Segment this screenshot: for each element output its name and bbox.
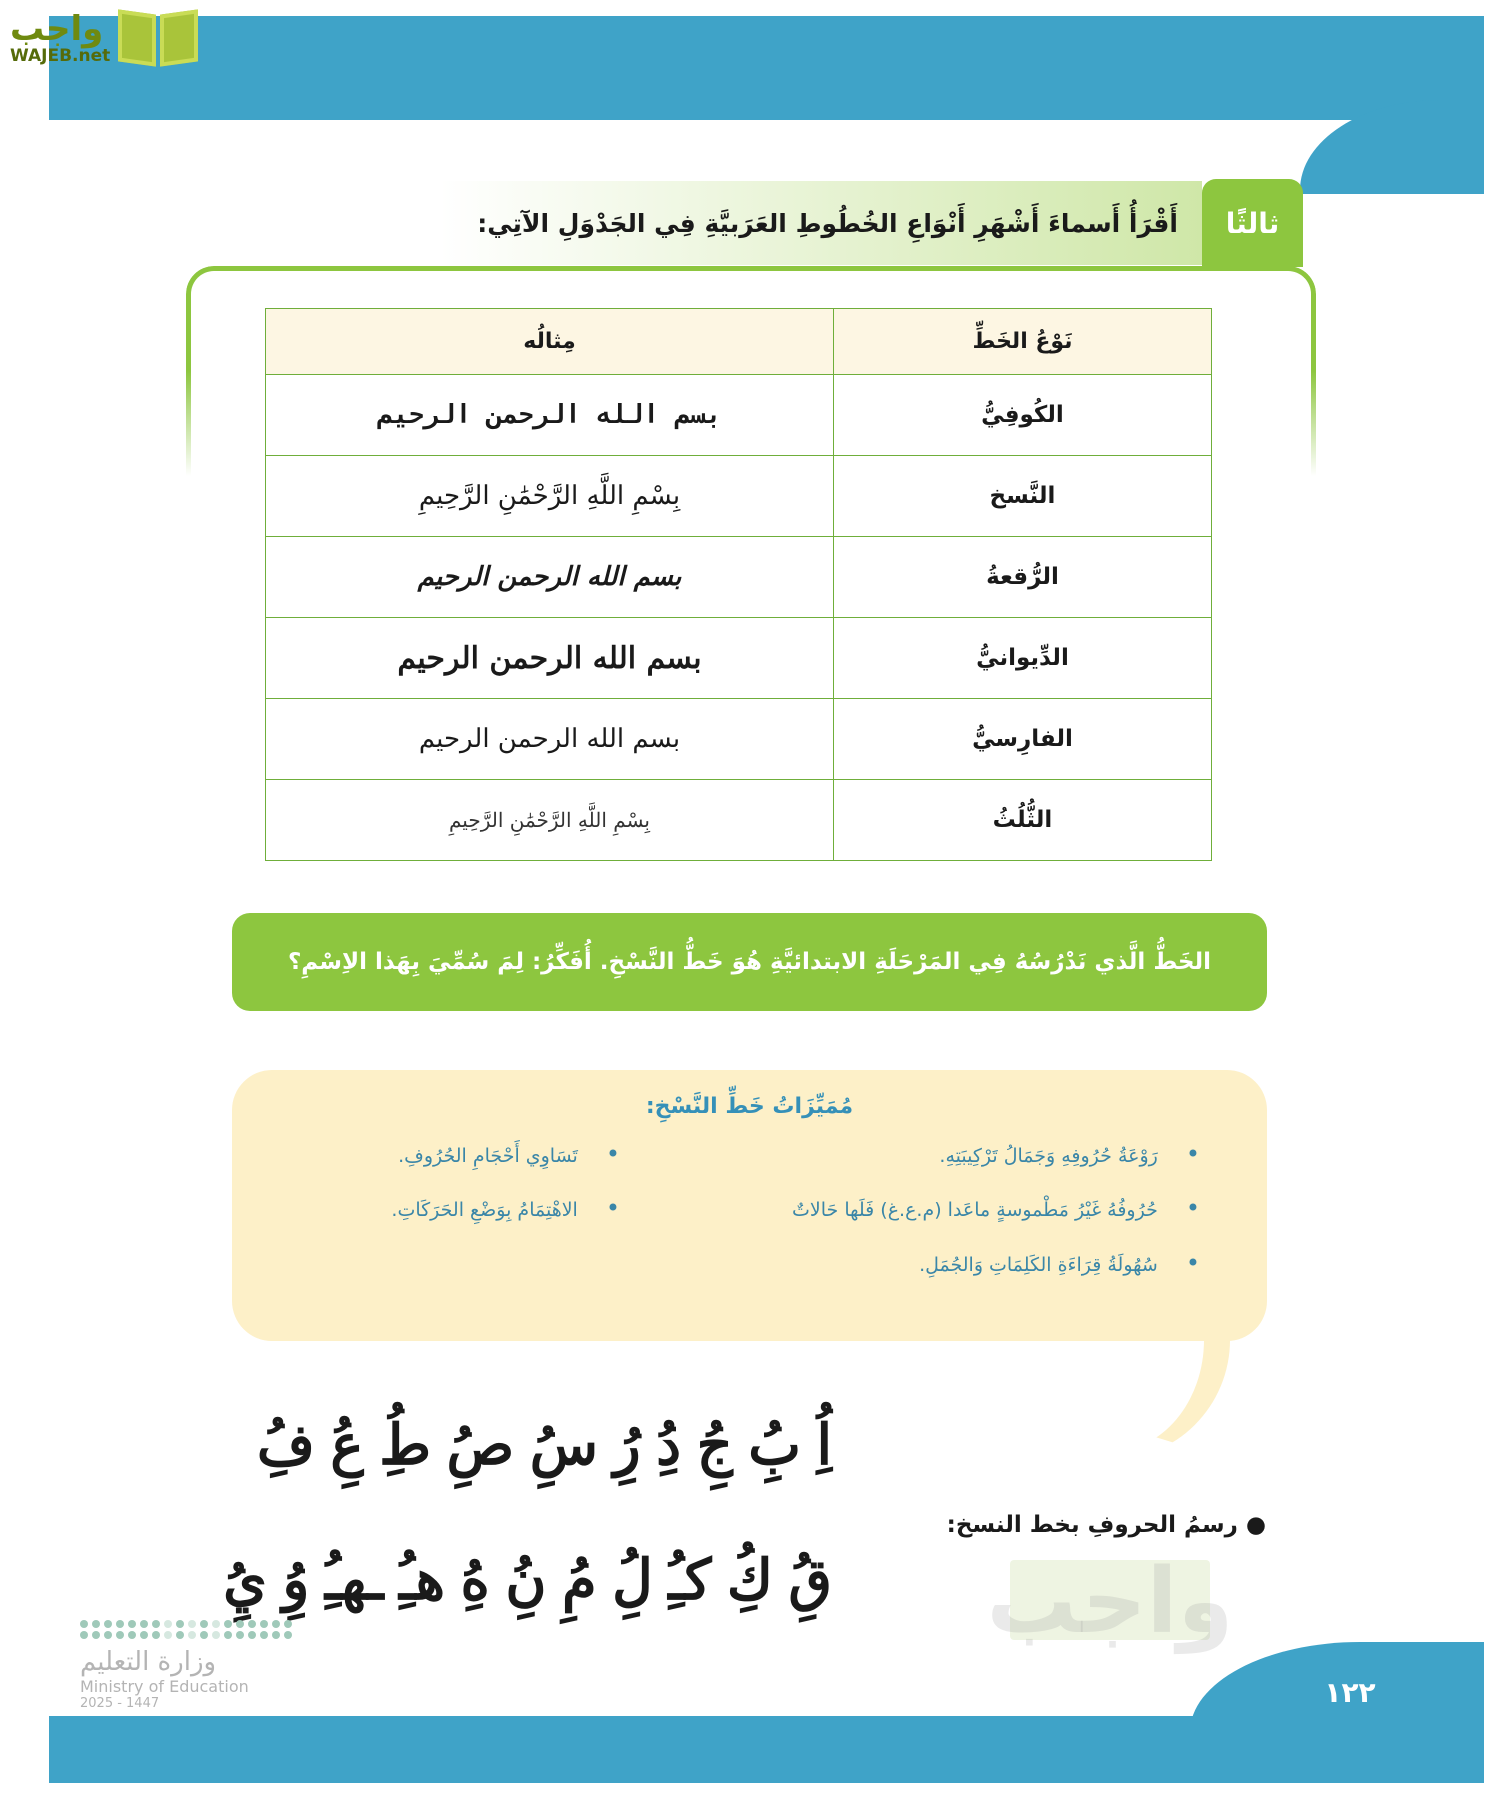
page-number: ١٢٢	[1324, 1676, 1376, 1709]
table-row	[266, 375, 1212, 456]
ministry-dot	[128, 1631, 136, 1639]
ministry-dot	[236, 1631, 244, 1639]
ministry-english: Ministry of Education	[80, 1677, 249, 1696]
ministry-dot	[284, 1620, 292, 1628]
ministry-dot	[164, 1631, 172, 1639]
wajeb-logo	[10, 8, 198, 66]
ministry-arabic: وزارة التعليم	[80, 1647, 217, 1677]
script-example: بِسْمِ اللَّهِ الرَّحْمَٰنِ الرَّحِيمِ	[448, 808, 650, 832]
script-name: الكُوفِيُّ	[981, 402, 1064, 428]
ministry-dot	[104, 1620, 112, 1628]
ministry-dot	[188, 1620, 196, 1628]
ministry-logo	[80, 1620, 270, 1711]
scripts-table	[265, 308, 1212, 861]
question-banner: الخَطُّ الَّذي نَدْرُسُهُ فِي المَرْحَلَةِ الابتدائيَّةِ هُوَ خَطُّ النَّسْخِ. أُفَكِّرُ: لِمَ سُمِّيَ بِهَذا الاِسْمِ؟	[232, 913, 1267, 1011]
script-example: بِسْمِ اللَّهِ الرَّحْمَٰنِ الرَّحِيمِ	[418, 481, 681, 511]
ministry-dot	[260, 1631, 268, 1639]
table-row	[266, 456, 1212, 537]
script-name: الدِّيوانيُّ	[976, 645, 1069, 671]
ministry-dot	[212, 1620, 220, 1628]
ministry-dot	[200, 1631, 208, 1639]
ministry-dot	[260, 1620, 268, 1628]
feature-item: • حُرُوفُهُ غَيْرُ مَطْموسةٍ ماعَدا (م.ع.غ) فَلَها حَالاتٌ	[792, 1194, 1200, 1222]
ministry-dot	[248, 1631, 256, 1639]
logo-latin: WAJEB.net	[10, 46, 111, 66]
logo-arabic: واجب	[10, 9, 104, 49]
ministry-dot	[116, 1631, 124, 1639]
table-row	[266, 537, 1212, 618]
script-example: بسم الله الرحمن الرحيم	[418, 724, 681, 754]
speech-tail	[1110, 1330, 1230, 1460]
ministry-dot	[176, 1620, 184, 1628]
table-row	[266, 618, 1212, 699]
ministry-dot	[236, 1620, 244, 1628]
script-name: الفارِسيُّ	[972, 726, 1073, 752]
ministry-dot	[200, 1620, 208, 1628]
ministry-dot	[140, 1620, 148, 1628]
ministry-dot	[284, 1631, 292, 1639]
ministry-dot	[152, 1620, 160, 1628]
feature-item: • سُهُولَةُ قِرَاءَةِ الكَلِمَاتِ وَالجُمَلِ.	[919, 1249, 1200, 1277]
features-title: مُمَيِّزَاتُ خَطِّ النَّسْخِ:	[645, 1094, 854, 1119]
ministry-dot	[272, 1631, 280, 1639]
ministry-dot	[212, 1631, 220, 1639]
ministry-dots-icon	[80, 1620, 270, 1639]
ministry-dot	[164, 1620, 172, 1628]
script-name: الثُّلُثُ	[992, 807, 1053, 833]
ministry-dot	[92, 1620, 100, 1628]
table-header-row	[266, 309, 1212, 375]
book-icon	[118, 8, 198, 66]
script-name: الرُّقعةُ	[986, 564, 1059, 590]
ministry-dot	[248, 1620, 256, 1628]
letters-row-1: اُِ بُِ جُِ دُِ رُِ سُِ صُِ طُِ عُِ فُِ	[256, 1412, 832, 1478]
ministry-dot	[176, 1631, 184, 1639]
ministry-dot	[272, 1620, 280, 1628]
footer-banner	[49, 1716, 1484, 1783]
feature-item: • الاهْتِمَامُ بِوَضْعِ الحَرَكَاتِ.	[391, 1194, 620, 1222]
ministry-dot	[188, 1631, 196, 1639]
script-name: النَّسخ	[989, 483, 1056, 509]
table-row	[266, 780, 1212, 861]
ministry-dot	[128, 1620, 136, 1628]
ministry-dot	[80, 1631, 88, 1639]
script-example: بسم الله الرحمن الرحيم	[397, 640, 702, 676]
letters-row-2: قُِ كُِ كـُِ لُِ مُِ نُِ هُِ هـُِ ـهـُِ وُِ يُِ	[223, 1547, 832, 1613]
ministry-dot	[92, 1631, 100, 1639]
ministry-dot	[104, 1631, 112, 1639]
ministry-dot	[152, 1631, 160, 1639]
watermark: واجب	[986, 1549, 1234, 1654]
script-example: بسم الله الرحمن الرحيم	[377, 400, 722, 430]
section-title: أَقْرَأُ أَسماءَ أَشْهَرِ أَنْوَاعِ الخُطُوطِ العَرَبيَّةِ فِي الجَدْوَلِ الآتِي:	[440, 181, 1202, 265]
script-example: بسم الله الرحمن الرحيم	[417, 562, 682, 592]
ministry-dot	[80, 1620, 88, 1628]
table-row	[266, 699, 1212, 780]
ministry-dot	[224, 1620, 232, 1628]
ministry-dot	[116, 1620, 124, 1628]
feature-item: • تَسَاوِي أَحْجَامِ الحُرُوفِ.	[398, 1140, 620, 1168]
header-banner	[49, 16, 1484, 120]
ministry-dot	[224, 1631, 232, 1639]
feature-item: • رَوْعَةُ حُرُوفِهِ وَجَمَالُ تَرْكِيبَتِهِ.	[939, 1140, 1200, 1168]
header-type: نَوْعُ الخَطِّ	[834, 309, 1212, 375]
ministry-year: 2025 - 1447	[80, 1696, 160, 1711]
header-example: مِثالُه	[266, 309, 834, 375]
ministry-dot	[140, 1631, 148, 1639]
drawing-label: ● رسمُ الحروفِ بخط النسخ:	[946, 1512, 1266, 1538]
section-tab: ثالثًا	[1202, 179, 1303, 267]
